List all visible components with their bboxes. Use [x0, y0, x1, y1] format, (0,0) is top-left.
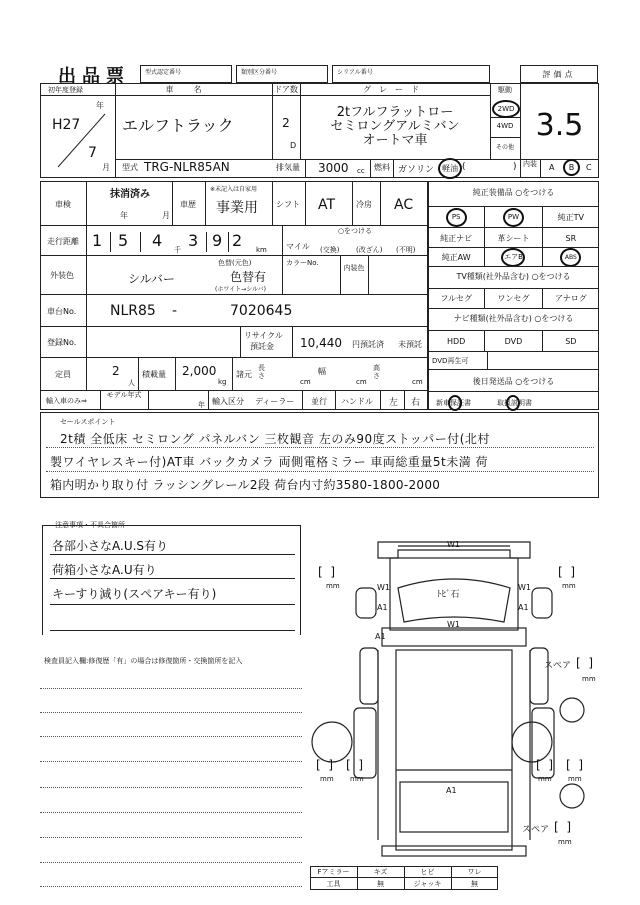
right-rear-mm-2: mm	[568, 775, 582, 783]
bracket-open: [	[576, 656, 581, 670]
right-mirror-mm: mm	[562, 582, 576, 590]
equip-sunroof: SR	[565, 233, 577, 243]
navi-hdd: HDD	[446, 336, 466, 346]
diagram-w1-left: W1	[377, 583, 390, 592]
tv-oneseg: ワンセグ	[497, 293, 530, 303]
later-shipping-title: 後日発送品 ○をつける	[472, 377, 555, 386]
equip-ps-circled: PS	[446, 208, 467, 227]
spare-bracket-2	[554, 820, 571, 834]
left-rear-bracket-2	[346, 758, 363, 772]
mileage-digit-2: 5	[118, 231, 129, 250]
import-parallel: 並行	[311, 397, 327, 406]
mileage-digit-5: 9	[212, 231, 223, 250]
handle-right: 右	[411, 398, 421, 408]
bracket-open: [	[554, 820, 559, 834]
bracket-close: ]	[328, 758, 334, 772]
spare-bracket-1	[576, 656, 593, 670]
equip-factory-aw: 純正AW	[441, 252, 471, 262]
serial-label: シリアル番号	[337, 69, 373, 76]
bracket-close: ]	[330, 565, 336, 579]
left-wheel-circle	[312, 722, 352, 762]
fuel-gasoline: ガソリン	[398, 165, 435, 175]
interior-b-circled: B	[563, 159, 580, 176]
right-rear-bracket-2	[566, 758, 583, 772]
chassis-dash: -	[172, 303, 178, 319]
factory-equipment-title: 純正装備品 ○をつける	[472, 188, 555, 197]
interior-a: A	[549, 163, 555, 172]
first-reg-month: 7	[88, 145, 97, 161]
grade-line2: セミロングアルミバン	[330, 119, 460, 134]
doors-label: ドア数	[274, 85, 298, 94]
mileage-digit-4: 3	[188, 231, 199, 250]
thousand-unit: 千	[174, 246, 181, 254]
history-label: 車歴	[180, 200, 196, 209]
tv-type-title: TV種類(社外品含む) ○をつける	[456, 272, 571, 281]
later-manual: 取扱説明書	[497, 399, 532, 407]
year-unit: 年	[96, 101, 104, 110]
first-reg-year: H27	[52, 117, 81, 133]
legend-mirror: Fアミラー	[317, 868, 350, 876]
serial-box	[332, 65, 490, 83]
chassis-number: 7020645	[230, 303, 293, 319]
note-item-2: 荷箱小さなA.U有り	[52, 563, 157, 577]
legend-tools-value: 無	[377, 880, 384, 888]
import-label: 輸入車のみ⇒	[46, 397, 87, 405]
mileage-label: 走行距離	[47, 237, 79, 246]
equip-airbag-circled: エアB	[501, 248, 525, 267]
sales-point-line-1: 2t積 全低床 セミロング パネルバン 三枚観音 左のみ90度ストッパー付(北村	[60, 432, 490, 446]
recycle-label-2: 預託金	[250, 342, 274, 351]
bracket-open: [	[536, 758, 541, 772]
notes-label: 注意事項・不具合箇所	[55, 521, 125, 529]
truck-damage-diagram	[300, 520, 600, 865]
cargo-box	[396, 650, 512, 850]
recycle-amount: 10,440	[300, 336, 342, 350]
displacement-unit: cc	[357, 167, 365, 175]
right-mirror-bracket	[558, 565, 575, 579]
drive-label: 駆動	[498, 86, 512, 94]
legend-jack-value: 無	[471, 880, 478, 888]
doors-unit: D	[290, 141, 297, 150]
capacity-unit: 人	[128, 379, 135, 387]
drive-4wd: 4WD	[496, 122, 514, 130]
spare-mm-2: mm	[558, 838, 572, 846]
equip-factory-tv: 純正TV	[557, 212, 584, 222]
doors-value: 2	[282, 116, 290, 130]
front-right-tire	[530, 648, 548, 704]
diagram-a1-bumper: A1	[375, 632, 386, 641]
inspection-label: 車検	[55, 200, 71, 209]
tv-fullseg: フルセグ	[440, 293, 472, 303]
int-color-label: 内装色	[343, 264, 365, 272]
spare-label-1: スペア	[544, 661, 572, 671]
model-code: TRG-NLR85AN	[144, 160, 230, 174]
navi-sd: SD	[565, 336, 577, 346]
diagram-w1-center: W1	[447, 620, 460, 629]
right-mirror	[532, 588, 552, 618]
length-label: 長さ	[258, 364, 265, 380]
color-no-label: カラーNo.	[286, 259, 319, 267]
inspection-status: 抹消済み	[110, 189, 150, 200]
load-value: 2,000	[182, 364, 217, 378]
tv-type-row	[428, 288, 599, 308]
chassis-prefix: NLR85	[110, 303, 156, 319]
bracket-close: ]	[548, 758, 554, 772]
right-rear-mm-1: mm	[538, 775, 552, 783]
inspection-year-unit: 年	[120, 211, 128, 220]
color-change-detail: (ホワイト→シルバ)	[215, 286, 266, 293]
equip-abs-circled: ABS	[560, 248, 581, 267]
bracket-open: [	[558, 565, 563, 579]
month-unit: 月	[102, 163, 110, 172]
ext-color-label: 外装色	[50, 271, 74, 280]
color-change-value: 色替有	[230, 270, 267, 284]
bracket-close: ]	[358, 758, 364, 772]
recycle-status: 円預託済	[352, 340, 384, 349]
unrecorded-note: ※未記入は自家用	[210, 186, 258, 193]
left-mirror-bracket	[318, 565, 335, 579]
left-rear-mm-2: mm	[350, 775, 364, 783]
inspector-label: 検査員記入欄:修復歴「有」の場合は修復箇所・交換箇所を記入	[44, 657, 243, 665]
km-unit: km	[256, 246, 267, 254]
bracket-open: [	[566, 758, 571, 772]
load-unit: kg	[218, 378, 227, 386]
right-rear-bracket-1	[536, 758, 553, 772]
grade-label: グレード	[363, 85, 427, 94]
tv-analog: アナログ	[554, 293, 587, 303]
width-unit: cm	[356, 378, 367, 386]
windshield-shape	[398, 579, 510, 622]
navi-type-title: ナビ種類(社外品含む) ○をつける	[453, 314, 574, 323]
model-label: 型式	[122, 163, 138, 172]
front-bumper	[382, 628, 526, 646]
legend-crack: ヒビ	[420, 868, 435, 876]
factory-equipment-row-3	[428, 247, 599, 267]
sales-points-label: セールスポイント	[60, 418, 116, 426]
warranty-circle-mark	[448, 395, 462, 411]
equip-leather-seat: 革シート	[497, 233, 530, 243]
reg-no-label: 登録No.	[47, 338, 77, 347]
chassis-label: 車台No.	[47, 307, 77, 316]
bracket-open: [	[316, 758, 321, 772]
navi-dvd: DVD	[504, 336, 523, 346]
diagram-w1-right: W1	[518, 583, 531, 592]
interior-label: 内装	[523, 160, 537, 168]
shift-label: シフト	[276, 200, 300, 209]
later-new-car-warranty: 新車保証書	[436, 399, 471, 407]
width-label: 幅	[318, 367, 326, 376]
score-label: 評価点	[520, 65, 598, 83]
height-unit: cm	[412, 378, 423, 386]
factory-equipment-row-1	[428, 207, 599, 227]
left-rear-bracket-1	[316, 758, 333, 772]
unknown-option: (不明)	[396, 246, 416, 254]
navi-type-row	[428, 331, 599, 351]
bracket-close: ]	[578, 758, 584, 772]
handle-label: ハンドル	[341, 397, 373, 406]
tamper-option: (改ざん)	[356, 246, 383, 254]
mile-option: マイル	[286, 242, 310, 251]
import-dealer: ディーラー	[255, 397, 295, 406]
mileage-digit-1: 1	[92, 231, 103, 250]
capacity-value: 2	[112, 364, 120, 378]
legend-jack: ジャッキ	[413, 880, 442, 888]
model-year-suffix: 年	[198, 401, 205, 409]
note-item-3: キーすり減り(スペアキー有り)	[52, 587, 217, 601]
diagram-a1-right: A1	[518, 603, 529, 612]
import-class-label: 輸入区分	[212, 397, 244, 406]
date-slash	[50, 112, 110, 172]
bracket-close: ]	[570, 565, 576, 579]
displacement-label: 排気量	[276, 163, 300, 172]
mileage-circle-hint: ○をつける	[337, 227, 373, 235]
front-left-tire	[360, 648, 378, 704]
legend-scratch: キズ	[373, 868, 388, 876]
model-year-label: モデル年式	[106, 391, 142, 399]
capacity-label: 定員	[55, 370, 71, 379]
fuel-paren-close: )	[513, 162, 517, 172]
mileage-digit-6: 2	[232, 231, 243, 250]
dims-label: 諸元	[236, 370, 252, 379]
swap-option: (交換)	[320, 246, 340, 254]
displacement-value: 3000	[318, 161, 349, 175]
recycle-unpaid: 未預託	[398, 340, 422, 349]
diagram-w1-top: W1	[447, 540, 460, 549]
diagram-a1-rear: A1	[446, 786, 457, 795]
fuel-diesel-circled: 軽油	[438, 158, 462, 179]
handle-left: 左	[389, 398, 399, 408]
bracket-open: [	[346, 758, 351, 772]
usage-value: 事業用	[216, 200, 258, 216]
manual-circle-mark	[506, 395, 520, 411]
bracket-open: [	[318, 565, 323, 579]
drive-other: その他	[495, 144, 514, 151]
factory-equipment-row-2	[428, 228, 599, 248]
color-change-label: 色替(元色)	[218, 259, 252, 267]
first-reg-label: 初年度登録	[48, 86, 83, 94]
rear-bumper	[382, 846, 526, 856]
bracket-close: ]	[566, 820, 572, 834]
class-box	[236, 65, 328, 83]
equip-pw-circled: PW	[503, 208, 524, 227]
spare-mm-1: mm	[582, 675, 596, 683]
grade-line1: 2tフルフラットロー	[336, 105, 454, 120]
note-item-1: 各部小さなA.U.S有り	[52, 539, 169, 553]
recycle-label: リサイクル	[244, 331, 283, 340]
car-name-label: 車名	[165, 85, 222, 94]
sales-point-line-2: 製ワイヤレスキー付)AT車 バックカメラ 両側電格ミラー 車両総重量5t未満 荷	[50, 455, 489, 469]
inspection-month-unit: 月	[162, 211, 170, 220]
height-label: 高さ	[373, 364, 380, 380]
diagram-a1-left: A1	[377, 603, 388, 612]
diagram-chip: ﾄﾋﾞ石	[437, 590, 460, 600]
bracket-close: ]	[588, 656, 594, 670]
type-cert-label: 型式認定番号	[145, 69, 182, 76]
car-name: エルフトラック	[122, 116, 234, 135]
equip-factory-navi: 純正ナビ	[440, 233, 473, 243]
legend-tools: 工具	[326, 880, 341, 888]
load-label: 積載量	[142, 370, 166, 379]
left-rear-mm-1: mm	[320, 775, 334, 783]
spare-label-2: スペア	[522, 825, 550, 835]
ac-label: 冷房	[356, 200, 372, 209]
sales-point-line-3: 箱内明かり取り付 ラッシングレール2段 荷台内寸約3580-1800-2000	[50, 478, 441, 492]
ac-value: AC	[394, 197, 414, 213]
score-value: 3.5	[535, 107, 584, 143]
grade-line3: オートマ車	[362, 133, 428, 148]
mileage-digit-3: 4	[152, 231, 163, 250]
ext-color-value: シルバー	[128, 272, 175, 286]
sheet-title: 出品票	[58, 66, 130, 87]
length-unit: cm	[300, 378, 311, 386]
shift-value: AT	[318, 197, 336, 213]
drive-2wd-circled: 2WD	[492, 100, 520, 118]
type-cert-box	[140, 65, 232, 83]
left-mirror	[356, 588, 376, 618]
dvd-playback-label: DVD再生可	[432, 357, 469, 365]
left-mirror-mm: mm	[326, 582, 340, 590]
class-label: 類別区分番号	[241, 69, 278, 76]
fuel-label: 燃料	[374, 163, 390, 172]
spare-tire-circle-1	[560, 698, 584, 722]
fuel-paren-open: (	[462, 162, 466, 172]
spare-tire-circle-2	[560, 784, 584, 808]
interior-c: C	[586, 163, 592, 172]
legend-break: ワレ	[467, 868, 482, 876]
